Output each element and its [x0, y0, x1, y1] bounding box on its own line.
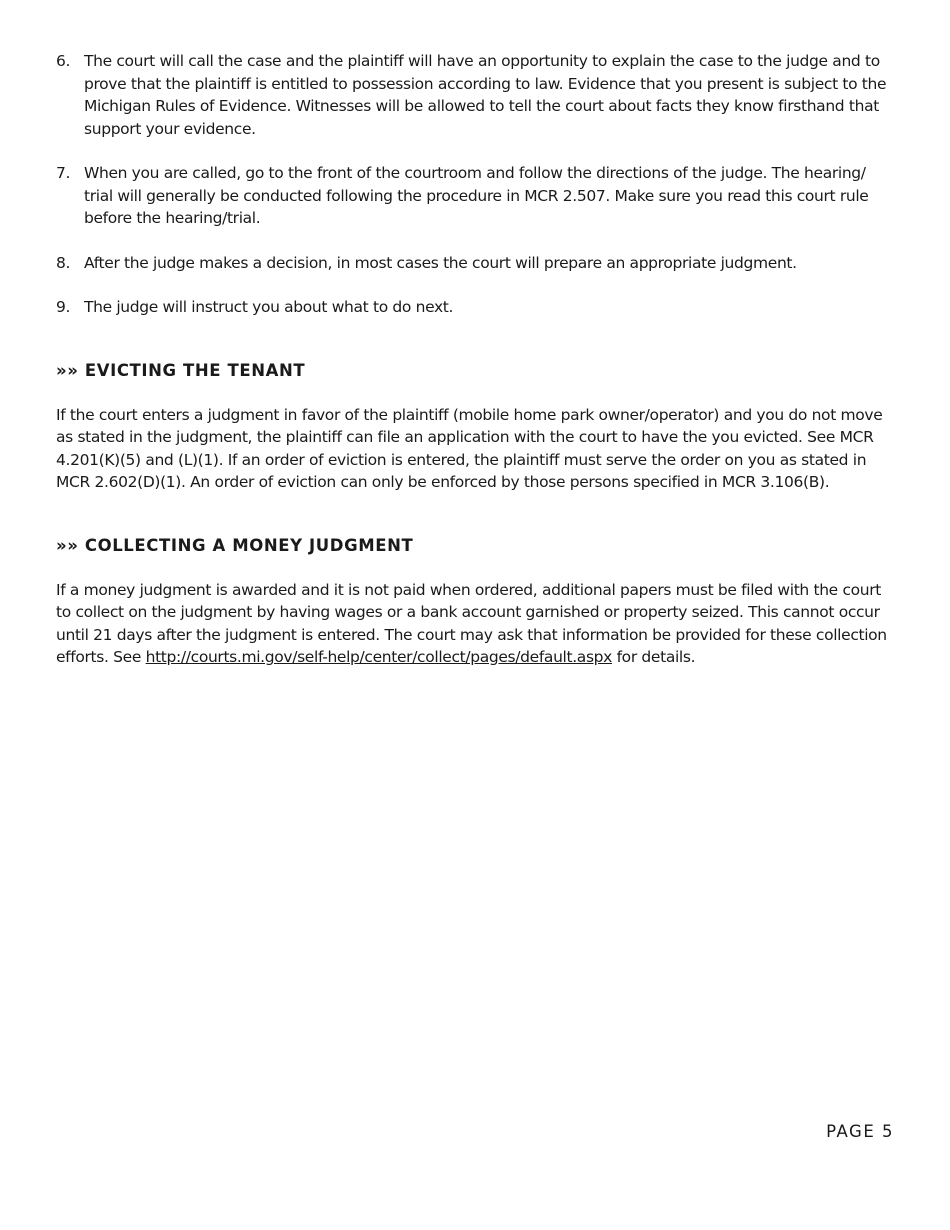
step-text: After the judge makes a decision, in most cases the court will prepare an appropriate judgment.: [84, 253, 797, 272]
list-item: [56, 162, 896, 230]
step-text: The judge will instruct you about what to do next.: [84, 298, 454, 316]
list-item: [56, 50, 896, 140]
step-text: The court will call the case and the plaintiff will have an opportunity to explain the case to the judge and to prove that the plaintiff is entitled to possession according to law. Evidence that you present is subject to the Michigan Rules of Evidence. Witnesses will be allowed to tell the court about facts they know firsthand that support your evidence.: [84, 52, 887, 138]
collecting-judgment-paragraph: [56, 579, 896, 669]
document-page: [56, 50, 896, 669]
procedure-steps-list: [56, 50, 896, 319]
collecting-judgment-heading: »» COLLECTING A MONEY JUDGMENT: [56, 535, 414, 555]
collecting-text-before-link: If a money judgment is awarded and it is not paid when ordered, additional papers must be filed with the court to collect on the judgment by having wages or a bank account garnished or property seized. This cannot occur until 21 days after the judgment is entered. The court may ask that information be provided for these collection efforts. See: [56, 580, 887, 666]
list-item: [56, 296, 896, 319]
collect-help-link[interactable]: http://courts.mi.gov/self-help/center/collect/pages/default.aspx: [145, 648, 612, 666]
step-number: 6.: [56, 52, 71, 70]
evicting-tenant-heading: »» EVICTING THE TENANT: [56, 360, 306, 380]
collecting-text-after-link: for details.: [612, 648, 696, 666]
step-text: When you are called, go to the front of the courtroom and follow the directions of the judge. The hearing/ trial will generally be conducted following the procedure in MCR 2.507. Make sure you read this court rule before the hearing/trial.: [84, 164, 869, 227]
evicting-tenant-paragraph: If the court enters a judgment in favor of the plaintiff (mobile home park owner/operator) and you do not move as stated in the judgment, the plaintiff can file an application with the court to have the you evicted. See MCR 4.201(K)(5) and (L)(1). If an order of eviction is entered, the plaintiff must serve the order on you as stated in MCR 2.602(D)(1). An order of eviction can only be enforced by those persons specified in MCR 3.106(B).: [56, 405, 883, 491]
step-number: 8.: [56, 253, 71, 272]
page-number: PAGE 5: [826, 1122, 894, 1141]
step-number: 7.: [56, 164, 71, 182]
step-number: 9.: [56, 298, 71, 316]
list-item: [56, 252, 896, 275]
